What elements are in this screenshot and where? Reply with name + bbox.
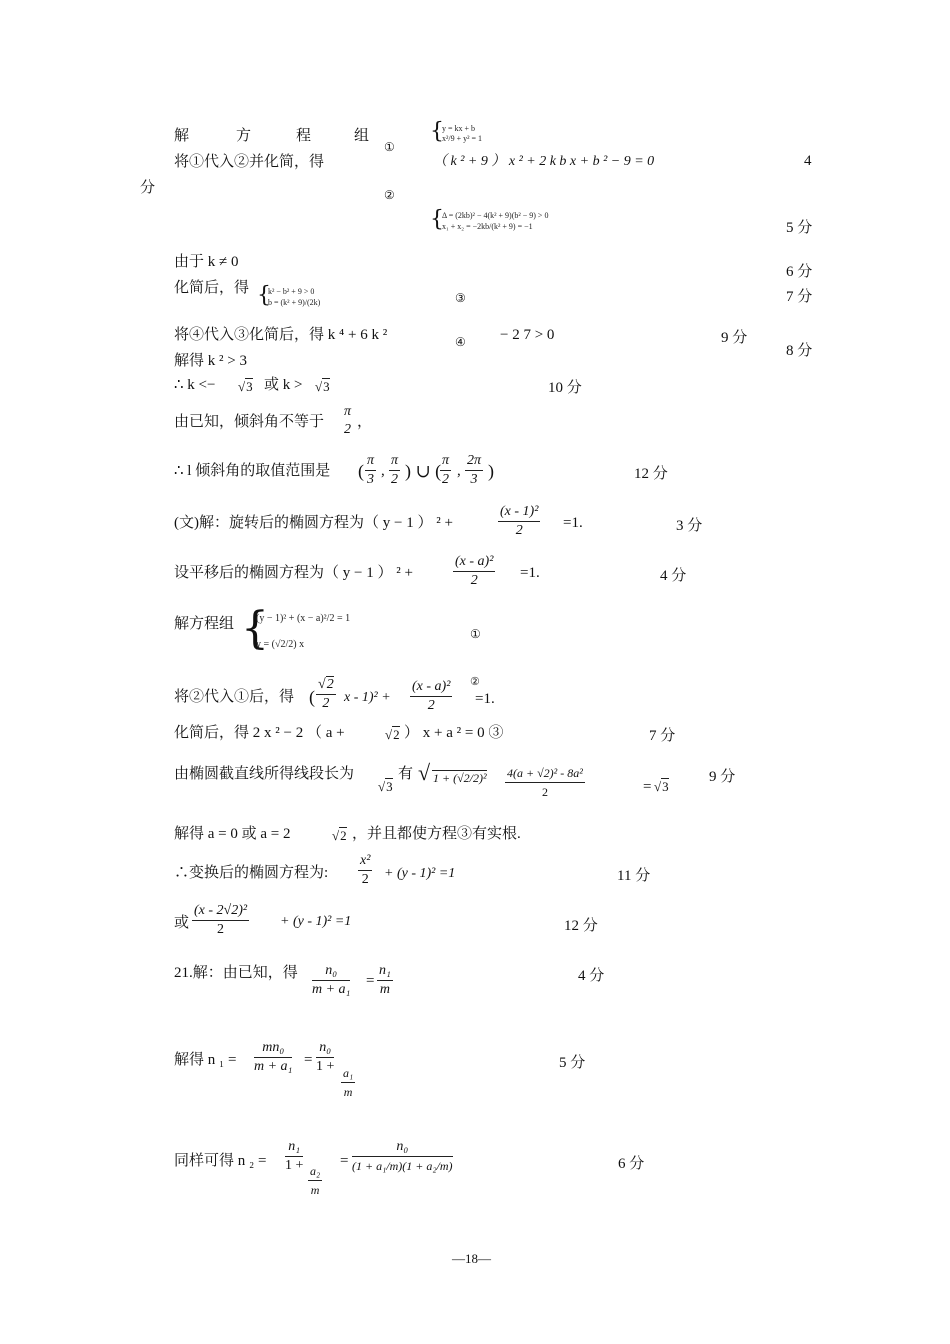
numerator: n₀ (316, 1039, 334, 1058)
sqrt-radicand: 3 (662, 779, 669, 794)
sqrt: √3 (315, 379, 330, 394)
sqrt-radicand: 2 (340, 828, 347, 843)
denominator: 2 (391, 472, 398, 487)
text-line: (文)解：旋转后的椭圆方程为（ y − 1 ） ² + (174, 515, 453, 531)
text-line: ） x + a ² = 0 ③ (404, 725, 504, 741)
numerator: 4(a + √2)² - 8a² (505, 764, 585, 783)
system-eq: b = (k² + 9)/(2k) (268, 298, 321, 307)
text-line: 有 (398, 766, 414, 782)
fraction (316, 676, 336, 713)
text-line: = (366, 973, 375, 989)
heading-fang: 方 (236, 128, 252, 144)
denominator: 2 (427, 698, 435, 713)
numerator: n₁ (285, 1138, 303, 1157)
denominator: m + a₁ (254, 1059, 293, 1074)
denominator: 1 + (316, 1059, 335, 1074)
score: 3 分 (676, 518, 703, 534)
score: 7 分 (786, 289, 813, 305)
sqrt-radicand: 3 (386, 779, 393, 794)
system-eq: k² − b² + 9 > 0 (268, 287, 315, 296)
text-line: 由已知，倾斜角不等于 (174, 414, 325, 430)
text-line: 由椭圆截直线所得线段长为 (174, 766, 355, 782)
text-line: ∴变换后的椭圆方程为: (174, 865, 329, 881)
text-line: 解得 k ² > 3 (174, 353, 247, 369)
text-line: =1. (520, 565, 540, 581)
numerator: (x - 1)² (498, 503, 540, 522)
text-line: − 2 7 > 0 (500, 327, 555, 343)
fraction (440, 452, 451, 489)
fraction (352, 1138, 453, 1175)
fraction (285, 1138, 303, 1175)
sqrt-radicand: 2 (326, 677, 334, 692)
score-suffix: 分 (140, 180, 156, 196)
fraction (453, 553, 495, 590)
denominator: (1 + a₁/m)(1 + a₂/m) (352, 1159, 453, 1173)
text-line: =1. (563, 515, 583, 531)
text-line: 化简后，得 (174, 280, 250, 296)
text-line: 解方程组 (174, 616, 235, 632)
denominator: 2 (361, 872, 369, 887)
numerator: n₁ (377, 962, 393, 981)
denominator: 1 + (285, 1158, 304, 1173)
numerator: mn₀ (254, 1039, 292, 1058)
text-line: 或 k > (264, 377, 303, 393)
fraction (465, 452, 483, 489)
denominator: 3 (367, 472, 374, 487)
denominator: 2 (344, 422, 351, 437)
radicand: 1 + (√2/2)² (433, 771, 487, 785)
text-line: ∴ k <− (174, 377, 216, 393)
numerator: π (389, 452, 400, 471)
fraction (389, 452, 400, 489)
text-line: 或 (174, 915, 190, 931)
page-number: —18— (452, 1251, 491, 1266)
numerator: π (365, 452, 376, 471)
paren: ) ∪ ( (405, 461, 442, 481)
punct: ， (357, 414, 373, 430)
equation: （ k ² + 9 ） x ² + 2 k b x + b ² − 9 = 0 (433, 154, 655, 169)
denominator: 2 (322, 696, 330, 711)
circle-4-label: ④ (455, 335, 466, 349)
system-eq: (y − 1)² + (x − a)²/2 = 1 (256, 613, 351, 624)
text-line: 由于 k ≠ 0 (174, 254, 239, 270)
sqrt-sign: √ (418, 760, 431, 785)
system-eq: x²/9 + y² = 1 (442, 134, 483, 143)
paren: ( (309, 687, 315, 707)
numerator: n₀ (352, 1138, 453, 1157)
text-line: 将①代入②并化简，得 (174, 154, 325, 170)
numerator: (x - a)² (410, 678, 452, 697)
sqrt: √3 (378, 779, 393, 794)
sqrt-radicand: 3 (323, 379, 330, 394)
fraction (365, 452, 376, 489)
score: 4 分 (578, 968, 605, 984)
fraction (254, 1039, 292, 1076)
score: 4 分 (660, 568, 687, 584)
numerator: x² (358, 852, 372, 871)
text-line: ∴ l 倾斜角的取值范围是 (174, 463, 331, 479)
denominator: m (343, 1085, 353, 1099)
system-eq: x₁ + x₂ = −2kb/(k² + 9) = −1 (442, 222, 533, 231)
fraction (410, 678, 452, 715)
circle-3-label: ③ (455, 291, 466, 305)
denominator: 2 (515, 523, 523, 538)
numerator: a₂ (308, 1162, 322, 1181)
text-line: 解得 a = 0 或 a = 2 (174, 826, 291, 842)
sqrt: √3 (238, 379, 253, 394)
text-line: = (304, 1052, 313, 1068)
heading-jie: 解 (174, 128, 190, 144)
score: 8 分 (786, 343, 813, 359)
fraction (377, 962, 393, 999)
score: 12 分 (634, 466, 668, 482)
system-eq: y = kx + b (442, 124, 476, 133)
expression: + (y - 1)² =1 (280, 914, 352, 929)
numerator: √2 (316, 676, 336, 695)
fraction (192, 902, 249, 939)
punct: , (381, 463, 385, 479)
paren: ) (488, 461, 494, 481)
paren: ( (358, 461, 364, 481)
fraction (498, 503, 540, 540)
text-line: 将②代入①后，得 (174, 689, 295, 705)
numerator: (x - a)² (453, 553, 495, 572)
denominator: 3 (470, 472, 478, 487)
text-line: 解得 n ₁ = (174, 1052, 237, 1068)
text-line: = (643, 779, 652, 795)
fraction (342, 403, 353, 439)
score: 6 分 (618, 1156, 645, 1172)
numerator: 2π (465, 452, 483, 471)
heading-cheng: 程 (296, 128, 312, 144)
text-line: 将④代入③化简后，得 k ⁴ + 6 k ² (174, 327, 388, 343)
system-eq: y = (√2/2) x (256, 639, 305, 650)
denominator: 2 (442, 472, 449, 487)
text-line: 化简后，得 2 x ² − 2 （ a + (174, 725, 345, 741)
score: 9 分 (721, 330, 748, 346)
system-brace: { (430, 119, 444, 144)
fraction (308, 1162, 322, 1199)
heading-zu: 组 (354, 128, 370, 144)
text-line: 同样可得 n ₂ = (174, 1153, 267, 1169)
sqrt: √2 (385, 727, 400, 742)
score: 5 分 (786, 220, 813, 236)
score: 9 分 (709, 769, 736, 785)
system-brace: { (241, 603, 269, 654)
fraction (312, 962, 350, 999)
circle-1-label: ① (470, 627, 481, 641)
sqrt-radicand: 2 (393, 727, 400, 742)
system-brace: { (430, 207, 444, 232)
sqrt-radicand: 3 (246, 379, 253, 394)
numerator: (x - 2√2)² (192, 902, 249, 921)
score: 11 分 (617, 868, 651, 884)
expression: + (y - 1)² =1 (384, 866, 456, 881)
denominator: m + a₁ (312, 982, 351, 997)
text-line: 21.解：由已知，得 (174, 965, 298, 981)
denominator: 2 (217, 922, 225, 937)
score: 6 分 (786, 264, 813, 280)
score: 10 分 (548, 380, 582, 396)
fraction (358, 852, 372, 889)
circle-1-label: ① (384, 140, 395, 154)
circle-2-label: ② (470, 676, 480, 688)
circle-2-label: ② (384, 188, 395, 202)
expression: x - 1)² + (344, 690, 391, 705)
fraction (341, 1064, 355, 1101)
fraction (505, 764, 585, 801)
numerator: a₁ (341, 1064, 355, 1083)
score: 5 分 (559, 1055, 586, 1071)
numerator: π (440, 452, 451, 471)
system-eq: Δ = (2kb)² − 4(k² + 9)(b² − 9) > 0 (442, 211, 549, 220)
numerator: n₀ (312, 962, 350, 981)
denominator: 2 (470, 573, 478, 588)
punct: , (457, 463, 461, 479)
score: 4 (804, 153, 812, 169)
text-line: =1. (475, 691, 495, 707)
system-brace: { (257, 283, 271, 308)
sqrt: √2 (332, 828, 347, 843)
denominator: 2 (541, 785, 548, 799)
text-line: ，并且都使方程③有实根. (352, 826, 521, 842)
fraction (316, 1039, 334, 1076)
numerator: π (344, 404, 352, 419)
sqrt: √3 (654, 779, 669, 794)
denominator: m (379, 982, 390, 997)
denominator: m (310, 1183, 320, 1197)
score: 12 分 (564, 918, 598, 934)
text-line: 设平移后的椭圆方程为（ y − 1 ） ² + (174, 565, 413, 581)
score: 7 分 (649, 728, 676, 744)
text-line: = (340, 1153, 349, 1169)
